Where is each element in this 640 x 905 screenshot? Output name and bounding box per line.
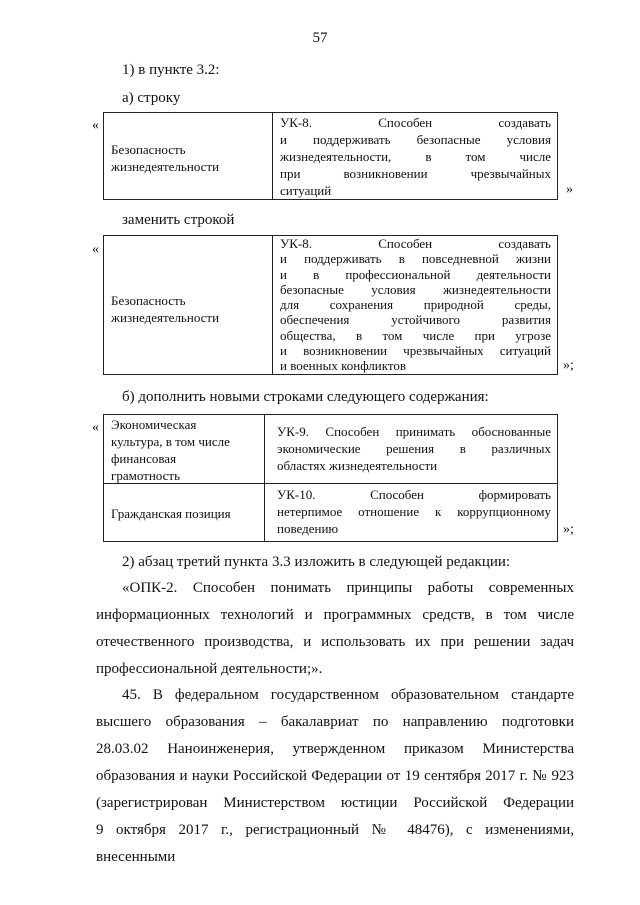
item-b-heading: б) дополнить новыми строками следующего содержания:: [122, 389, 489, 405]
paragraph-line: «ОПК-2. Способен понимать принципы работы современных: [122, 580, 574, 596]
replace-label: заменить строкой: [122, 212, 235, 228]
cell-text-line: нетерпимое отношение к коррупционному: [277, 504, 551, 519]
cell-text-line: культура, в том числе: [111, 434, 230, 449]
cell-text-line: поведению: [277, 521, 339, 536]
close-quote: »: [566, 182, 573, 197]
cell-text-line: и в профессиональной деятельности: [280, 266, 551, 282]
cell-text-line: жизнедеятельности: [111, 310, 220, 325]
paragraph-line: информационных технологий и программных средств, в том числе: [96, 607, 574, 623]
close-quote: »;: [563, 522, 574, 537]
cell-text-line: финансовая: [111, 451, 177, 466]
cell-text-line: Гражданская позиция: [111, 506, 231, 521]
cell-text-line: УК-8. Способен создавать: [280, 236, 551, 251]
cell-text-line: и поддерживать в повседневной жизни: [280, 251, 551, 267]
cell-text-line: ситуаций: [280, 183, 332, 198]
cell-text-line: УК-9. Способен принимать обоснованные: [277, 424, 551, 439]
open-quote: «: [92, 420, 99, 435]
table-cell-competency-area: [103, 414, 265, 484]
close-quote: »;: [563, 358, 574, 373]
table-cell-competency-text: [264, 483, 558, 542]
opk-2-paragraph: [96, 575, 574, 683]
page-number: 57: [312, 30, 328, 46]
cell-text-line: Безопасность: [111, 142, 186, 157]
cell-text-line: и возникновении чрезвычайных ситуаций: [280, 343, 551, 359]
item-2-heading: 2) абзац третий пункта 3.3 изложить в следующей редакции:: [122, 554, 511, 570]
cell-text-line: УК-10. Способен формировать: [277, 487, 551, 502]
paragraph-45: [96, 682, 574, 871]
cell-text-line: для сохранения природной среды,: [280, 297, 551, 313]
cell-text-line: экономические решения в различных: [277, 441, 551, 456]
cell-text-line: Экономическая: [111, 417, 197, 432]
cell-text-line: и военных конфликтов: [280, 358, 407, 374]
cell-text-line: областях жизнедеятельности: [277, 458, 438, 473]
open-quote: «: [92, 118, 99, 133]
table-replacement-row: [103, 235, 558, 375]
cell-text-line: жизнедеятельности, в том числе: [280, 149, 551, 164]
paragraph-line: 9 октября 2017 г., регистрационный № 48476), с изменениями, внесенными: [96, 822, 574, 865]
paragraph-line: отечественного производства, и использовать их при решении задач: [96, 634, 574, 650]
open-quote: «: [92, 242, 99, 257]
table-cell-competency-area: [103, 235, 273, 375]
cell-text-line: грамотность: [111, 468, 180, 483]
table-cell-competency-text: [272, 235, 558, 375]
cell-text-line: обеспечения устойчивого развития: [280, 312, 551, 328]
table-cell-competency-text: [272, 112, 558, 200]
table-cell-competency-area: [103, 483, 265, 542]
paragraph-line: профессиональной деятельности;».: [96, 661, 323, 677]
cell-text-line: общества, в том числе при угрозе: [280, 327, 551, 343]
table-original-row: [103, 112, 558, 200]
paragraph-line: 28.03.02 Наноинженерия, утвержденном приказом Министерства: [96, 741, 574, 757]
cell-text-line: Безопасность: [111, 293, 186, 308]
table-cell-competency-area: [103, 112, 273, 200]
item-a-heading: а) строку: [122, 90, 181, 106]
paragraph-line: 45. В федеральном государственном образовательном стандарте: [122, 687, 574, 703]
item-1-heading: 1) в пункте 3.2:: [122, 62, 220, 78]
paragraph-line: (зарегистрирован Министерством юстиции Российской Федерации: [96, 795, 574, 811]
cell-text-line: УК-8. Способен создавать: [280, 115, 551, 130]
cell-text-line: жизнедеятельности: [111, 159, 220, 174]
table-cell-competency-text: [264, 414, 558, 484]
cell-text-line: безопасные условия жизнедеятельности: [280, 281, 551, 297]
paragraph-line: высшего образования – бакалавриат по направлению подготовки: [96, 714, 574, 730]
table-new-rows: [103, 414, 558, 542]
cell-text-line: при возникновении чрезвычайных: [280, 166, 551, 181]
paragraph-line: образования и науки Российской Федерации от 19 сентября 2017 г. № 923: [96, 768, 574, 784]
cell-text-line: и поддерживать безопасные условия: [280, 132, 551, 147]
